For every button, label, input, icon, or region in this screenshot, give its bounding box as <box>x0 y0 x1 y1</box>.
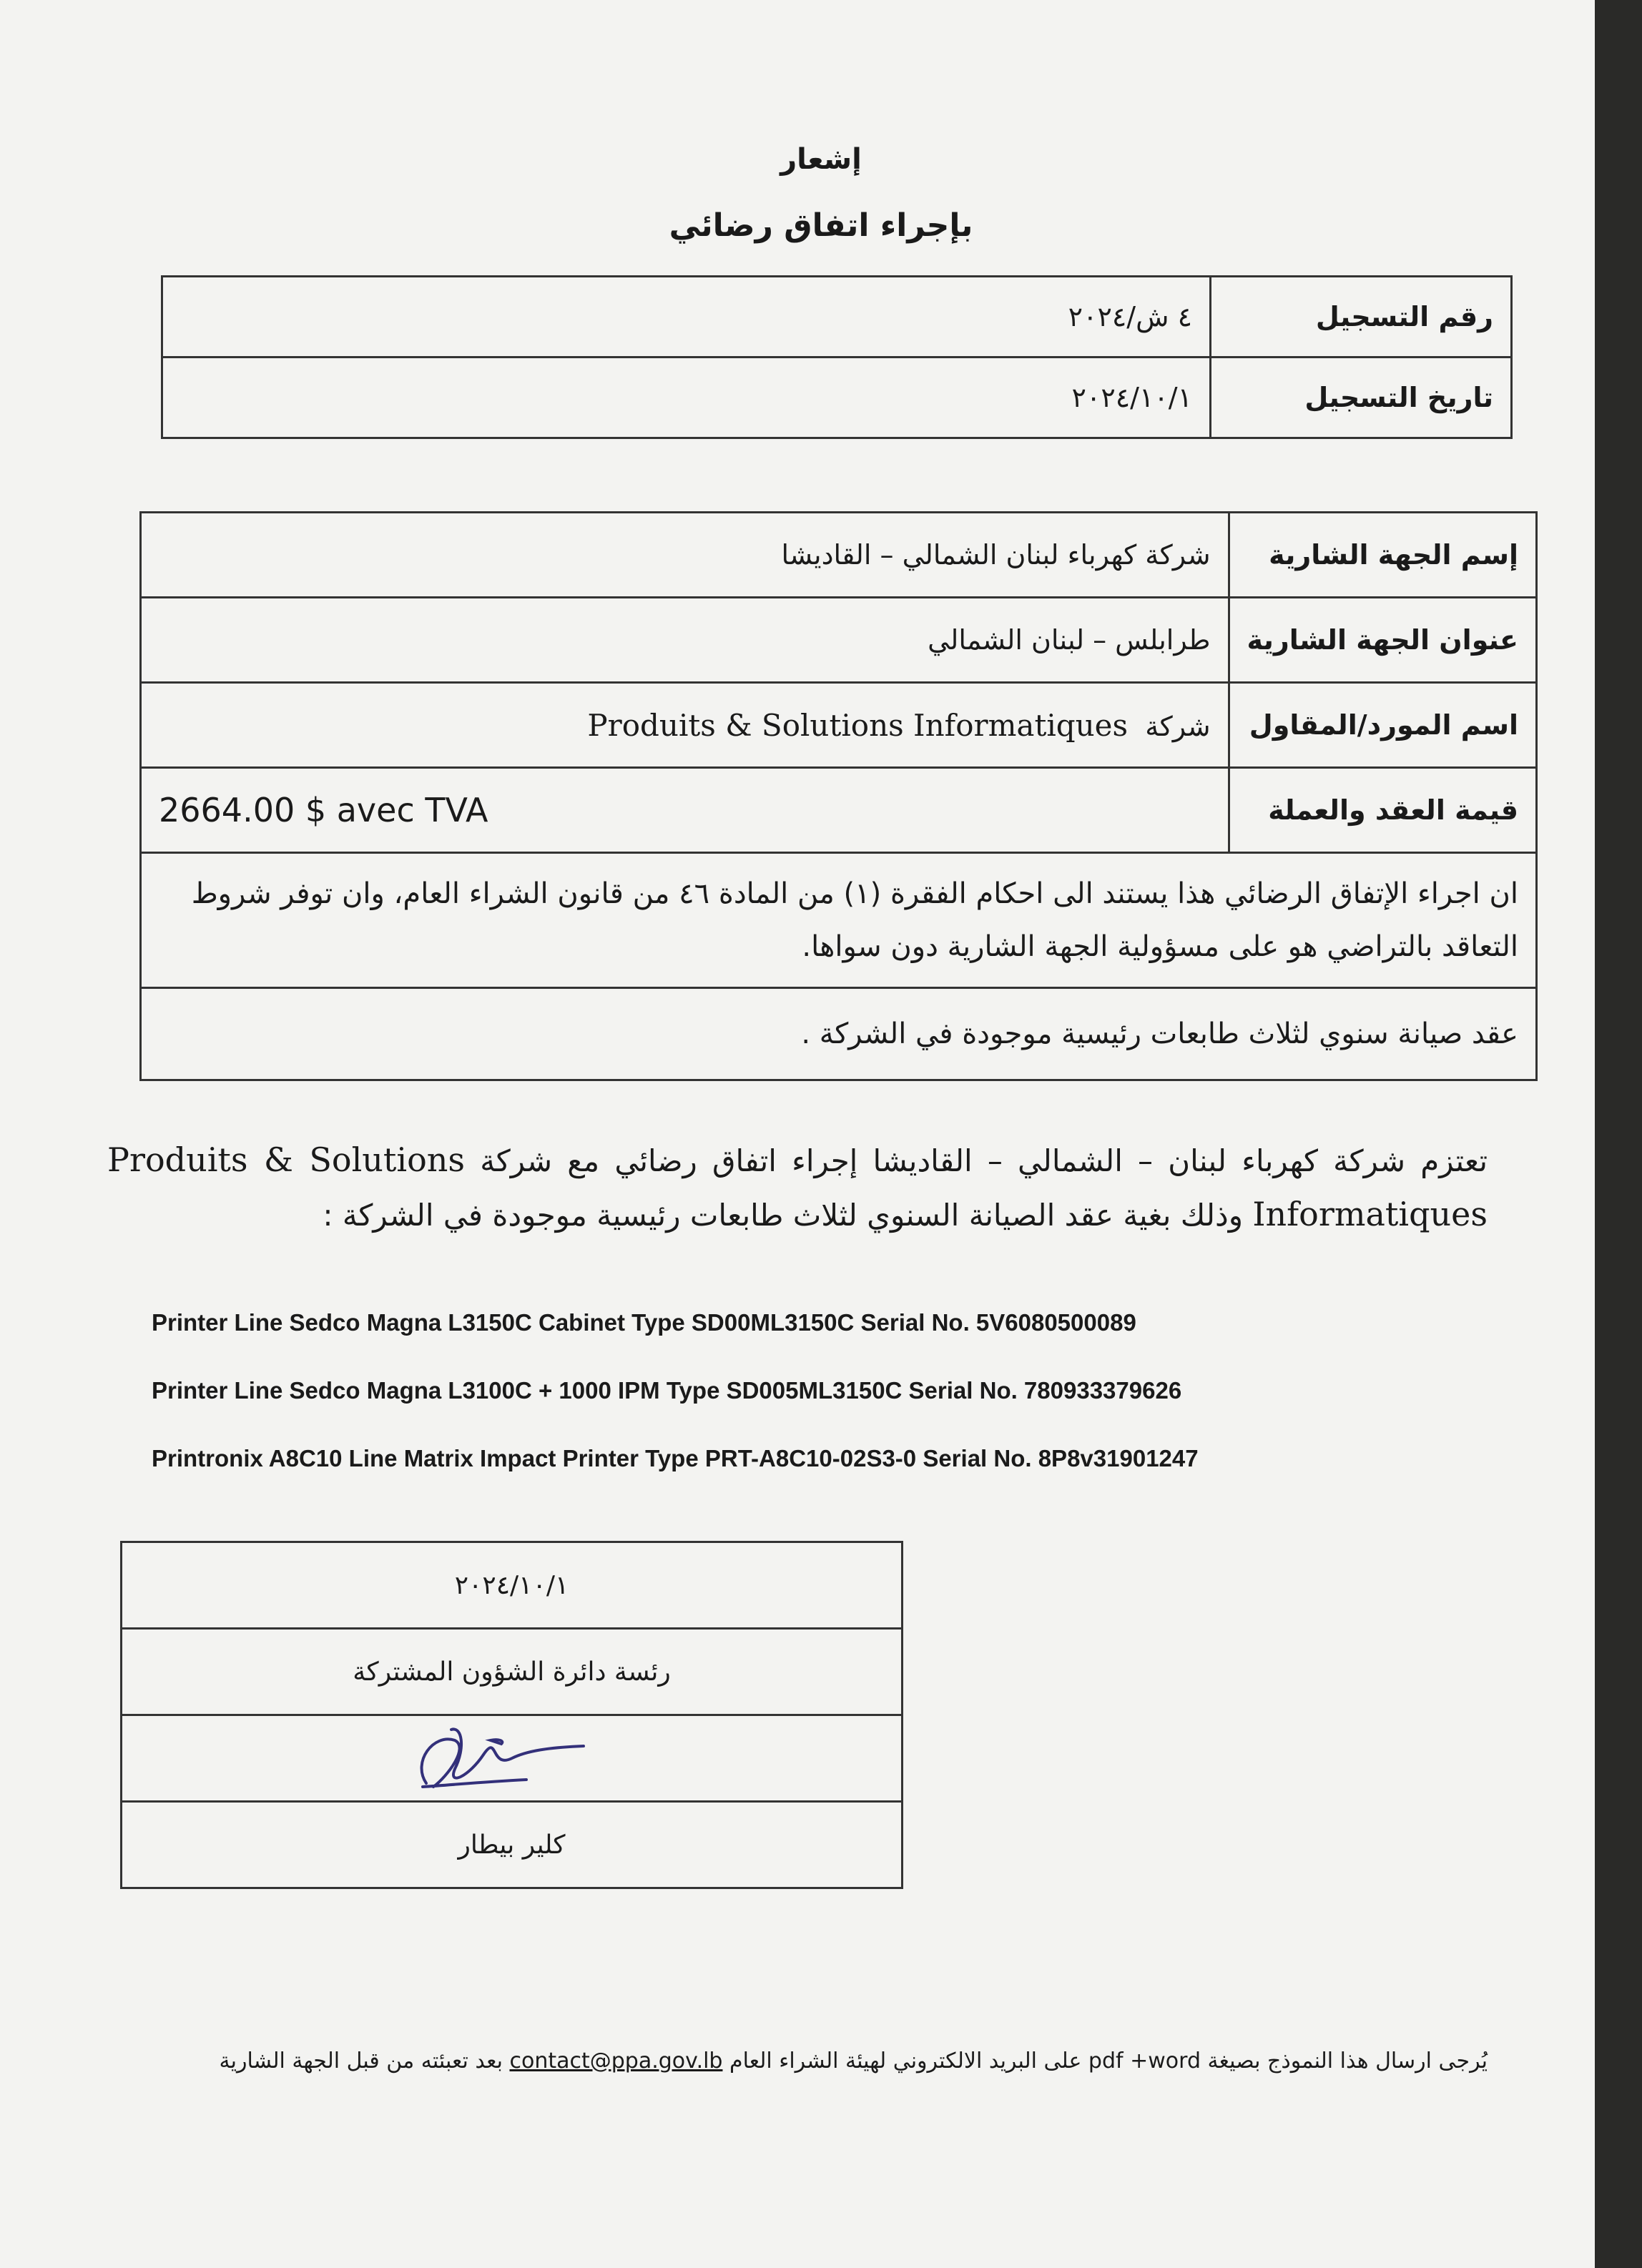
registration-date-row <box>162 358 1512 438</box>
printer-item: Printronix A8C10 Line Matrix Impact Printer Type PRT-A8C10-02S3-0 Serial No. 8P8v31901247 <box>152 1445 1199 1471</box>
footer-text-before: يُرجى ارسال هذا النموذج بصيغة pdf +word على البريد الالكتروني لهيئة الشراء العام <box>729 2048 1488 2074</box>
intent-text-part1: تعتزم شركة كهرباء لبنان – الشمالي – القاديشا إجراء اتفاق رضائي مع شركة <box>480 1143 1488 1178</box>
printer-list <box>152 1301 1510 1505</box>
signature-image-row <box>122 1715 903 1802</box>
printer-item: Printer Line Sedco Magna L3100C + 1000 IPM Type SD005ML3150C Serial No. 780933379626 <box>152 1377 1182 1404</box>
supplier-cell <box>141 683 1229 768</box>
signature-date: ٢٠٢٤/١٠/١ <box>122 1542 903 1629</box>
registration-table <box>161 275 1513 439</box>
intent-paragraph <box>107 1133 1488 1242</box>
registration-number-label: رقم التسجيل <box>1211 277 1512 358</box>
handwritten-signature <box>383 1719 641 1798</box>
intent-text-part2: وذلك بغية عقد الصيانة السنوي لثلاث طابعات رئيسية موجودة في الشركة : <box>323 1198 1243 1233</box>
intent-company: Produits & Solutions Informatiques <box>107 1140 1488 1233</box>
footer-email-link[interactable]: contact@ppa.gov.lb <box>509 2048 723 2074</box>
supplier-prefix: شركة <box>1145 710 1211 742</box>
supplier-label: اسم المورد/المقاول <box>1229 683 1536 768</box>
legal-basis-row <box>141 853 1537 988</box>
signature-cell <box>122 1715 903 1802</box>
signature-date-row <box>122 1542 903 1629</box>
contract-value-row <box>141 768 1537 853</box>
buyer-name-value: شركة كهرباء لبنان الشمالي – القاديشا <box>141 513 1229 598</box>
contract-value: 2664.00 $ avec TVA <box>159 791 488 829</box>
details-table <box>139 511 1538 1081</box>
buyer-address-value: طرابلس – لبنان الشمالي <box>141 598 1229 683</box>
signature-title: رئسة دائرة الشؤون المشتركة <box>122 1629 903 1715</box>
footer-text-after: بعد تعبئته من قبل الجهة الشارية <box>219 2048 503 2074</box>
supplier-value: Produits & Solutions Informatiques <box>587 707 1129 743</box>
registration-number-row <box>162 277 1512 358</box>
signature-table <box>120 1541 903 1889</box>
buyer-address-row <box>141 598 1537 683</box>
signature-title-row <box>122 1629 903 1715</box>
buyer-address-label: عنوان الجهة الشارية <box>1229 598 1536 683</box>
contract-value-label: قيمة العقد والعملة <box>1229 768 1536 853</box>
document-title: إشعار <box>780 143 862 176</box>
signature-name: كلير بيطار <box>122 1802 903 1888</box>
registration-date-value: ٢٠٢٤/١٠/١ <box>162 358 1211 438</box>
subject-row <box>141 988 1537 1080</box>
registration-number-value: ٤ ش/٢٠٢٤ <box>162 277 1211 358</box>
footer-note <box>143 2048 1488 2074</box>
subject-text: عقد صيانة سنوي لثلاث طابعات رئيسية موجودة في الشركة . <box>141 988 1537 1080</box>
printer-item: Printer Line Sedco Magna L3150C Cabinet Type SD00ML3150C Serial No. 5V6080500089 <box>152 1309 1136 1336</box>
page-edge-shadow <box>1595 0 1642 2268</box>
buyer-name-row <box>141 513 1537 598</box>
signature-name-row <box>122 1802 903 1888</box>
contract-value-cell <box>141 768 1229 853</box>
registration-date-label: تاريخ التسجيل <box>1211 358 1512 438</box>
legal-basis-text: ان اجراء الإتفاق الرضائي هذا يستند الى احكام الفقرة (١) من المادة ٤٦ من قانون الشراء العام، وان توفر شروط التعاقد بالتراضي هو على مسؤولية الجهة الشارية دون سواها. <box>141 853 1537 988</box>
buyer-name-label: إسم الجهة الشارية <box>1229 513 1536 598</box>
supplier-row <box>141 683 1537 768</box>
document-subtitle: بإجراء اتفاق رضائي <box>669 207 973 244</box>
